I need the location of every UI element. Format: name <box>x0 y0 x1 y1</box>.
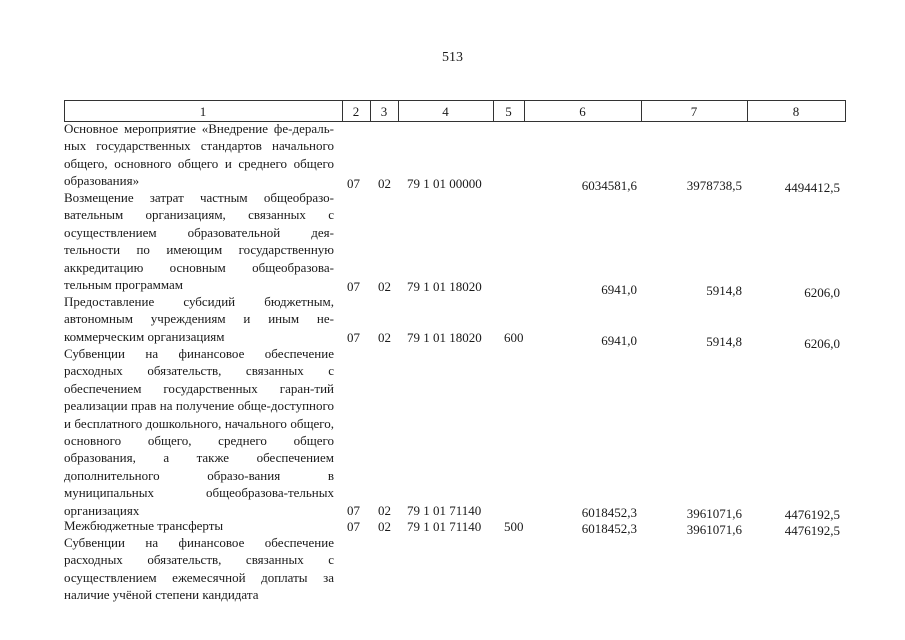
cell-section: 07 <box>347 503 360 518</box>
cell-section: 07 <box>347 330 360 345</box>
row-name: Субвенции на финансовое обеспечение расходных обязательств, связанных с обеспечением государственных гаран-тий реализации прав на получение обще-доступного и бесплатного дошкольного, начального общего, основного общего, среднего общего образования, а также обеспечением дополнительного образо-вания в муниципальных общеобразова-тельных организациях <box>64 346 334 518</box>
cell-expense-type: 500 <box>504 519 524 534</box>
header-top-rule <box>64 100 846 101</box>
cell-amount-col6: 6034581,6 <box>581 178 637 193</box>
cell-amount-col6: 6941,0 <box>601 333 637 348</box>
page-number: 513 <box>442 50 463 65</box>
column-header: 7 <box>690 104 698 119</box>
cell-subsection: 02 <box>378 503 391 518</box>
cell-amount-col8: 4494412,5 <box>784 180 840 195</box>
cell-target-code: 79 1 01 18020 <box>407 330 482 345</box>
column-header: 3 <box>380 104 388 119</box>
cell-amount-col8: 4476192,5 <box>784 523 840 538</box>
cell-target-code: 79 1 01 71140 <box>407 519 482 534</box>
column-header: 2 <box>352 104 360 119</box>
cell-amount-col7: 5914,8 <box>706 283 742 298</box>
cell-section: 07 <box>347 279 360 294</box>
cell-expense-type: 600 <box>504 330 524 345</box>
row-name: Основное мероприятие «Внедрение фе-деральных государственных стандартов начального общего, основного общего и среднего общего образования» <box>64 121 334 189</box>
cell-amount-col7: 3961071,6 <box>686 522 742 537</box>
row-name: Межбюджетные трансферты <box>64 518 224 533</box>
cell-amount-col7: 3978738,5 <box>686 178 742 193</box>
cell-amount-col6: 6941,0 <box>601 282 637 297</box>
column-header: 5 <box>505 104 512 119</box>
column-header: 6 <box>579 104 586 119</box>
cell-amount-col8: 6206,0 <box>804 285 840 300</box>
cell-target-code: 79 1 01 71140 <box>407 503 482 518</box>
column-header: 1 <box>199 104 207 119</box>
column-header: 4 <box>442 104 449 119</box>
row-name: Субвенции на финансовое обеспечение расходных обязательств, связанных с осуществлением ежемесячной доплаты за наличие учёной степени кандидата <box>64 535 334 603</box>
cell-target-code: 79 1 01 18020 <box>407 279 482 294</box>
cell-amount-col7: 5914,8 <box>706 334 742 349</box>
cell-target-code: 79 1 01 00000 <box>407 176 482 191</box>
column-header: 8 <box>792 104 800 119</box>
row-name: Предоставление субсидий бюджетным, автономным учреждениям и иным не-коммерческим организациям <box>64 294 334 344</box>
cell-amount-col8: 6206,0 <box>804 336 840 351</box>
header-divider <box>845 100 846 122</box>
cell-section: 07 <box>347 176 360 191</box>
cell-amount-col6: 6018452,3 <box>581 521 637 536</box>
row-name: Возмещение затрат частным общеобразо-вательным организациям, связанных с осуществлением образовательной дея-тельности по имеющим государственную аккредитацию основным общеобразова-тельным программам <box>64 190 334 293</box>
cell-amount-col6: 6018452,3 <box>581 505 637 520</box>
cell-subsection: 02 <box>378 279 391 294</box>
cell-subsection: 02 <box>378 176 391 191</box>
cell-subsection: 02 <box>378 519 391 534</box>
cell-subsection: 02 <box>378 330 391 345</box>
cell-section: 07 <box>347 519 360 534</box>
cell-amount-col7: 3961071,6 <box>686 506 742 521</box>
cell-amount-col8: 4476192,5 <box>784 507 840 522</box>
table-header <box>64 100 846 122</box>
